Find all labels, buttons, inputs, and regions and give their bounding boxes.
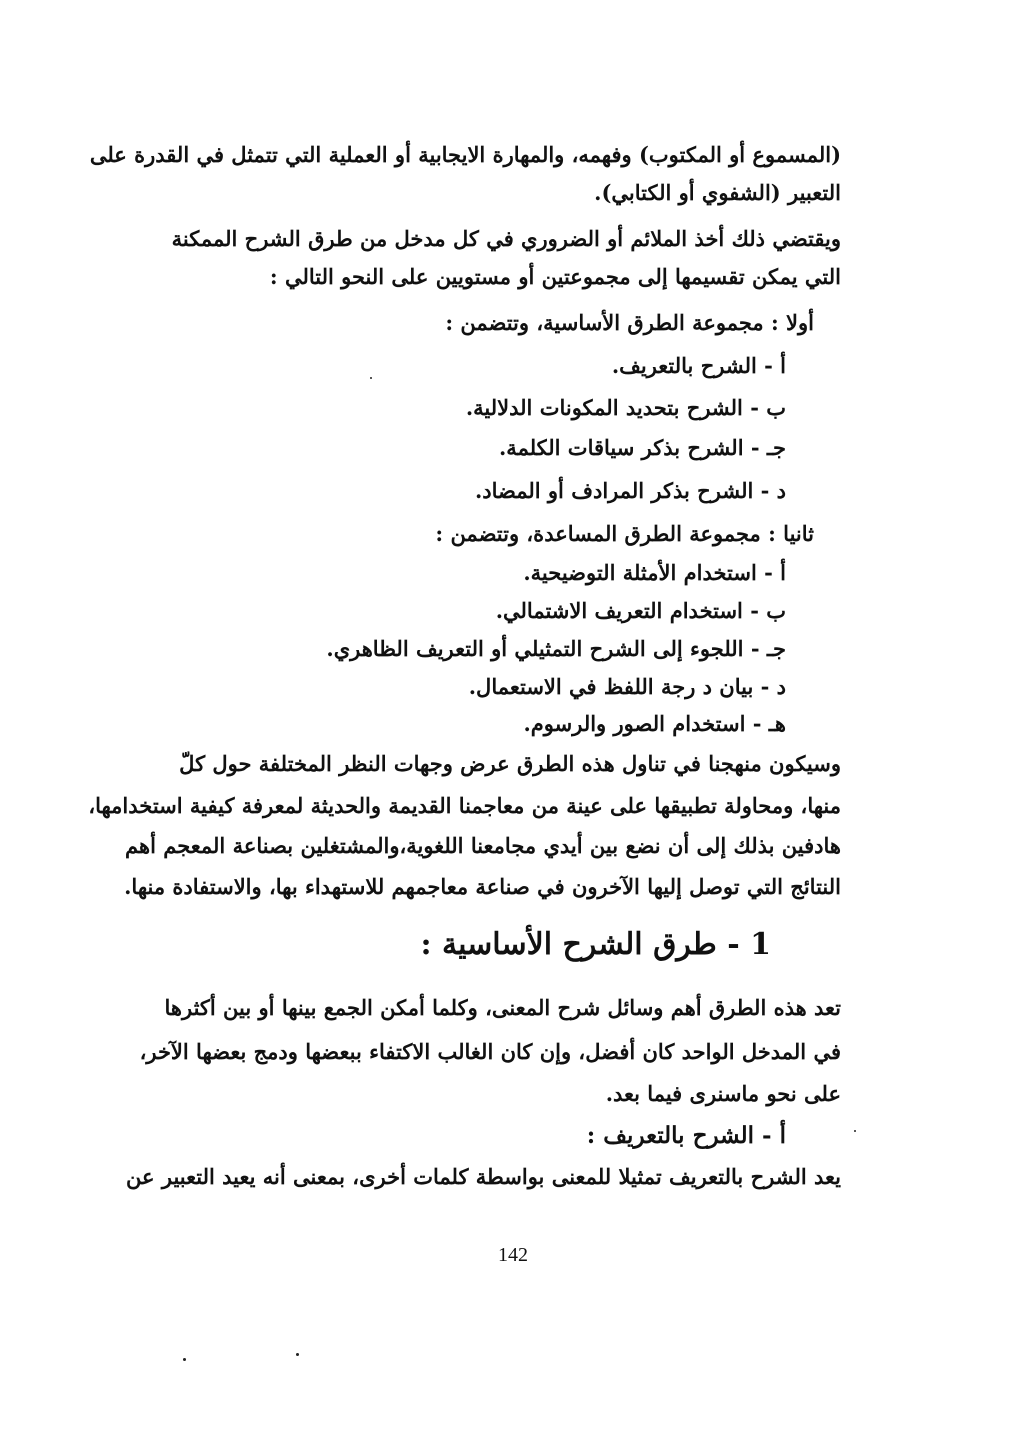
text-line: هادفين بذلك إلى أن نضع بين أيدي مجامعنا اللغوية،والمشتغلين بصناعة المعجم أهم — [125, 833, 841, 858]
text-line: يعد الشرح بالتعريف تمثيلا للمعنى بواسطة كلمات أخرى، بمعنى أنه يعيد التعبير عن — [126, 1164, 841, 1189]
list-item: جـ - الشرح بذكر سياقات الكلمة. — [499, 435, 786, 460]
text-line: تعد هذه الطرق أهم وسائل شرح المعنى، وكلما أمكن الجمع بينها أو بين أكثرها — [164, 995, 841, 1020]
text-line: ويقتضي ذلك أخذ الملائم أو الضروري في كل مدخل من طرق الشرح الممكنة — [171, 226, 841, 251]
page-number: 142 — [498, 1244, 528, 1266]
scan-speck — [370, 377, 372, 379]
text-line: منها، ومحاولة تطبيقها على عينة من معاجمنا القديمة والحديثة لمعرفة كيفية استخدامها، — [88, 793, 841, 818]
list-item: أ - الشرح بالتعريف. — [611, 353, 786, 378]
text-line: وسيكون منهجنا في تناول هذه الطرق عرض وجهات النظر المختلفة حول كلّ — [179, 751, 841, 776]
text-line: التي يمكن تقسيمها إلى مجموعتين أو مستويين على النحو التالي : — [269, 264, 841, 289]
subsection-heading: أ - الشرح بالتعريف : — [586, 1122, 786, 1149]
section-heading: 1 - طرق الشرح الأساسية : — [420, 927, 771, 962]
text-line: التعبير (الشفوي أو الكتابي). — [594, 180, 841, 205]
scan-speck — [854, 1130, 856, 1132]
list-item: د - بيان د رجة اللفظ في الاستعمال. — [468, 674, 786, 699]
text-line: في المدخل الواحد كان أفضل، وإن كان الغالب الاكتفاء ببعضها ودمج بعضها الآخر، — [139, 1039, 841, 1064]
text-line: على نحو ماسنرى فيما بعد. — [605, 1081, 841, 1106]
list-item: هـ - استخدام الصور والرسوم. — [523, 711, 786, 736]
list-group-title: أولا : مجموعة الطرق الأساسية، وتتضمن : — [445, 310, 814, 335]
text-line: (المسموع أو المكتوب) وفهمه، والمهارة الايجابية أو العملية التي تتمثل في القدرة على — [89, 142, 841, 167]
list-item: د - الشرح بذكر المرادف أو المضاد. — [474, 478, 786, 503]
scan-speck — [183, 1358, 186, 1361]
list-item: ب - استخدام التعريف الاشتمالي. — [495, 598, 786, 623]
scan-speck — [296, 1353, 299, 1356]
list-item: ب - الشرح بتحديد المكونات الدلالية. — [465, 395, 786, 420]
list-group-title: ثانيا : مجموعة الطرق المساعدة، وتتضمن : — [435, 521, 814, 546]
list-item: جـ - اللجوء إلى الشرح التمثيلي أو التعريف الظاهري. — [326, 636, 786, 661]
text-line: النتائج التي توصل إليها الآخرون في صناعة معاجمهم للاستهداء بها، والاستفادة منها. — [124, 874, 841, 899]
list-item: أ - استخدام الأمثلة التوضيحية. — [523, 560, 786, 585]
